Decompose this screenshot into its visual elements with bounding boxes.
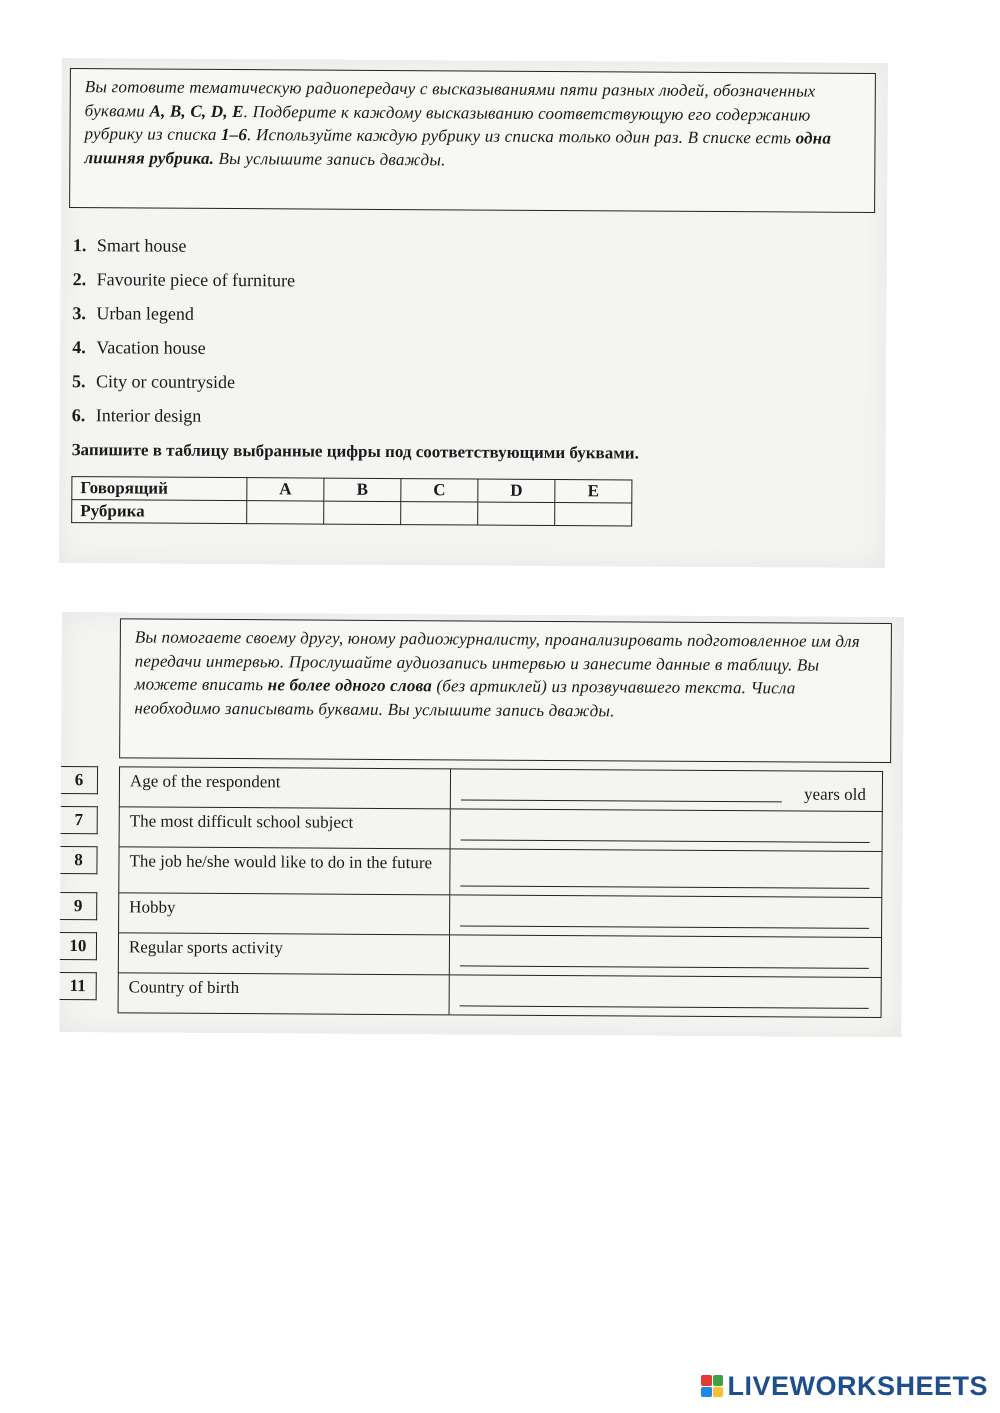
logo-square-blue <box>701 1387 712 1398</box>
liveworksheets-logo-icon <box>701 1375 723 1397</box>
brand[interactable] <box>701 1371 988 1401</box>
rubric-item: 6. Interior design <box>71 405 202 426</box>
rubric-item: 4. Vacation house <box>72 337 206 358</box>
answer-line <box>461 799 782 802</box>
logo-square-red <box>701 1375 712 1386</box>
letter-cell: A <box>247 478 324 501</box>
unit-label: years old <box>804 784 866 804</box>
speaker-header: Говорящий <box>72 477 247 501</box>
answer-cell-a[interactable] <box>247 501 324 524</box>
instr2-word-limit: не более одного слова <box>267 675 433 696</box>
question-label: Regular sports activity <box>118 932 450 974</box>
rubric-header: Рубрика <box>72 500 247 524</box>
letter-cell: E <box>555 480 632 503</box>
question-label: The most difficult school subject <box>119 806 451 848</box>
answer-field-11[interactable] <box>450 974 882 1017</box>
question-label: Age of the respondent <box>119 766 451 808</box>
answer-line <box>461 839 870 842</box>
question-label: The job he/she would like to do in the future <box>118 846 450 894</box>
instr1-letters: A, B, C, D, E <box>149 101 244 121</box>
question-number: 10 <box>60 932 97 960</box>
answer-line <box>460 885 869 888</box>
answer-cell-b[interactable] <box>324 501 401 524</box>
letter-cell: C <box>401 479 478 502</box>
question-number: 6 <box>61 766 98 794</box>
letter-cell: B <box>324 478 401 501</box>
answer-line <box>460 925 869 928</box>
answer-field-10[interactable] <box>450 934 882 977</box>
answer-field-8[interactable] <box>450 848 882 897</box>
answer-cell-e[interactable] <box>555 503 632 526</box>
instr1-part-0: Вы готовите тематическую радиопередачу с высказываниями пяти разных людей, обозначенных буквами <box>84 77 816 121</box>
instr2-part-0: Вы помогаете своему другу, юному радиожурналисту, проанализировать подготовленное им для передачи интервью. Прослушайте аудиозапись интервью и занесите данные в таблицу. Вы можете вписать <box>134 627 860 695</box>
question-label: Country of birth <box>118 972 450 1014</box>
task2-instruction <box>119 618 892 763</box>
interview-row <box>61 806 891 851</box>
question-number: 7 <box>61 806 98 834</box>
answer-field-9[interactable] <box>450 894 882 937</box>
question-number: 8 <box>60 846 97 874</box>
instr2-part-2: (без артиклей) из прозвучавшего текста. Числа необходимо записывать буквами. Вы услышите запись дважды. <box>134 676 796 720</box>
question-number: 11 <box>60 972 97 1000</box>
instr1-extra-rubric: одна лишняя рубрика. <box>84 128 832 168</box>
task1-instruction <box>69 68 876 213</box>
answer-table <box>71 476 632 526</box>
answer-line <box>460 965 869 968</box>
rubric-item: 3. Urban legend <box>72 303 194 324</box>
task1-scan <box>59 58 888 568</box>
question-label: Hobby <box>118 892 450 934</box>
rubric-item: 2. Favourite piece of furniture <box>72 269 296 291</box>
interview-row <box>60 972 890 1017</box>
interview-table <box>60 766 891 1018</box>
answer-cell-d[interactable] <box>478 502 555 525</box>
instr1-part-6: Вы услышите запись дважды. <box>214 148 446 169</box>
interview-row <box>60 892 890 937</box>
task2-scan <box>59 612 904 1037</box>
instr1-part-2: . Подберите к каждому высказыванию соответствующую его содержанию рубрику из списка <box>84 101 811 144</box>
interview-row <box>60 846 890 897</box>
rubric-item: 5. City or countryside <box>71 371 236 393</box>
logo-square-yellow <box>713 1387 724 1398</box>
interview-row <box>60 932 890 977</box>
instr1-part-4: . Используйте каждую рубрику из списка только один раз. В списке есть <box>247 125 796 148</box>
answer-cell-c[interactable] <box>401 502 478 525</box>
brand-name: LIVEWORKSHEETS <box>727 1370 988 1401</box>
answer-field-6[interactable] <box>451 768 883 811</box>
instr1-range: 1–6 <box>220 124 248 145</box>
table-caption: Запишите в таблицу выбранные цифры под соответствующими буквами. <box>71 440 639 463</box>
logo-square-green <box>713 1375 724 1386</box>
letter-cell: D <box>478 479 555 502</box>
answer-field-7[interactable] <box>451 808 883 851</box>
question-number: 9 <box>60 892 97 920</box>
rubric-item: 1. Smart house <box>72 235 187 256</box>
answer-line <box>460 1005 869 1008</box>
rubric-list <box>72 228 296 433</box>
interview-row <box>61 766 891 811</box>
